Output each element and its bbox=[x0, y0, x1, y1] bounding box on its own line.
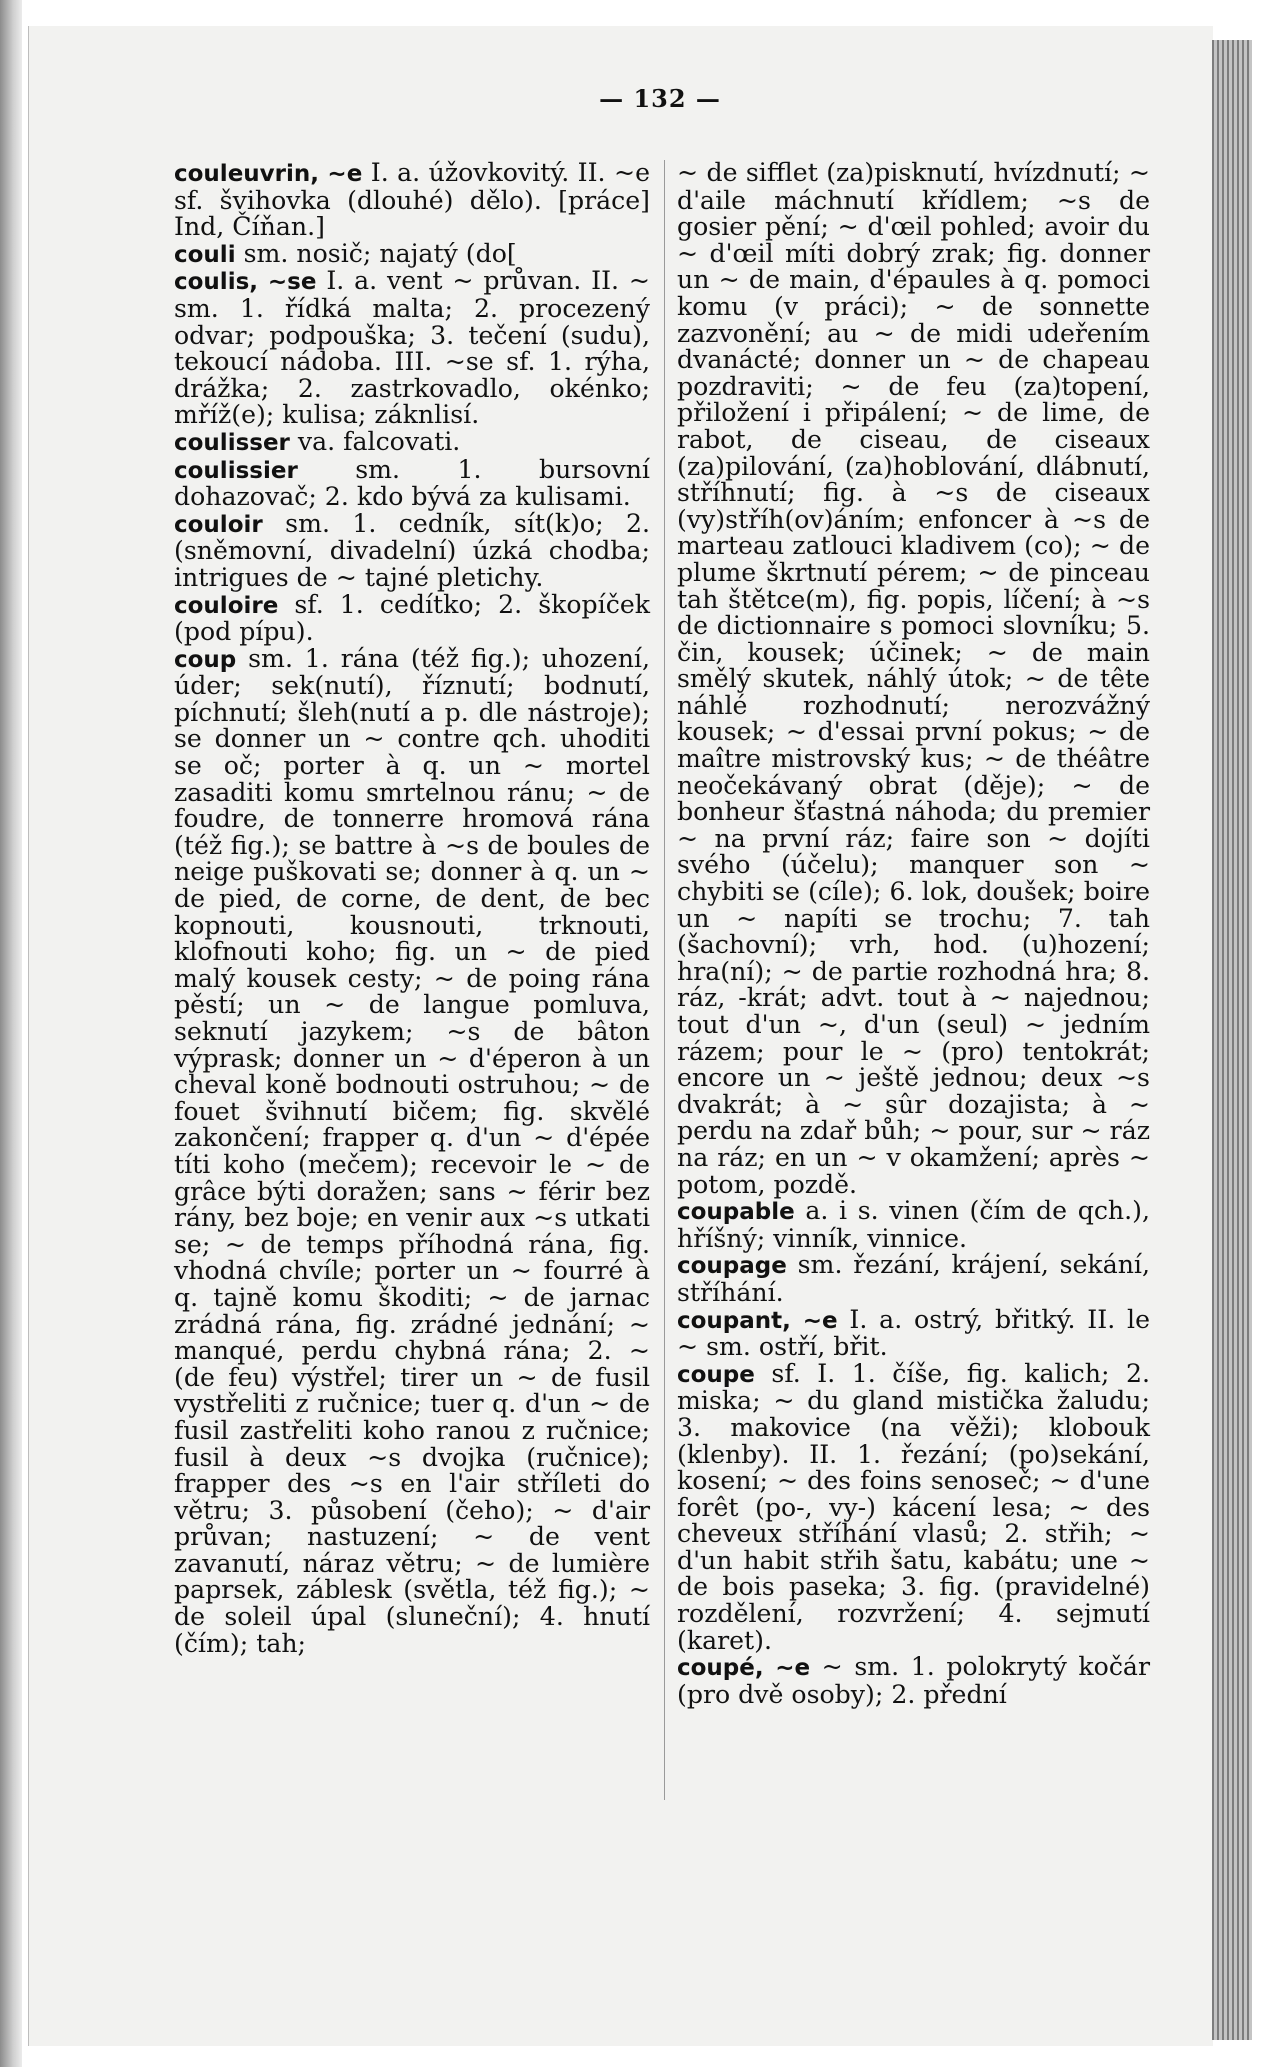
dictionary-entry bbox=[174, 643, 650, 1658]
entry-definition: ~ de sifflet (za)pisknutí, hvízdnutí; ~ d'aile máchnutí křídlem; ~s de gosier pění; ~ d'œil pohled; avoir du ~ d'œil míti dobrý zrak; fig. donner un ~ de main, d'épaules à q. pomoci komu (v práci); ~ de sonnette zazvonění; au ~ de midi udeřením dvanácté; donner un ~ de chapeau pozdraviti; ~ de feu (za)topení, přiložení i připálení; ~ de lime, de rabot, de ciseau, de ciseaux (za)pilování, (za)hoblování, dlábnutí, stříhnutí; fig. à ~s de ciseaux (vy)stříh(ov)áním; enfoncer à ~s de marteau zatlouci kladivem (co); ~ de plume škrtnutí pérem; ~ de pinceau tah štětce(m), fig. popis, líčení; à ~s de dictionnaire s pomoci slovníku; 5. čin, kousek; účinek; ~ de main smělý skutek, náhlý útok; ~ de tête náhlé rozhodnutí; nerozvážný kousek; ~ d'essai první pokus; ~ de maître mistrovský kus; ~ de théâtre neočekávaný obrat (děje); ~ de bonheur šťastná náhoda; du premier ~ na první ráz; faire son ~ dojíti svého (účelu); manquer son ~ chybiti se (cíle); 6. lok, doušek; boire un ~ napíti se trochu; 7. tah (šachovní); vrh, hod. (u)hození; hra(ní); ~ de partie rozhodná hra; 8. ráz, -krát; advt. tout à ~ najednou; tout d'un ~, d'un (seul) ~ jedním rázem; pour le ~ (pro) tentokrát; encore un ~ ještě jednou; deux ~s dvakrát; à ~ sûr dozajista; à ~ perdu na zdař bůh; ~ pour, sur ~ ráz na ráz; en un ~ v okamžení; après ~ potom, pozdě. bbox=[677, 158, 1150, 1199]
entry-definition: I. a. úžovkovitý. II. ~e sf. švihovka (dlouhé) dělo). [práce] Ind, Číňan.] bbox=[174, 158, 650, 242]
right-column bbox=[677, 160, 1150, 1708]
entry-headword: coupage bbox=[677, 1253, 787, 1280]
dictionary-entry bbox=[174, 589, 650, 647]
dictionary-entry bbox=[677, 160, 1150, 1198]
dictionary-entry bbox=[174, 238, 650, 269]
dictionary-entry bbox=[174, 160, 650, 241]
entry-headword: couli bbox=[174, 241, 236, 268]
background-margin bbox=[1252, 0, 1277, 2067]
dictionary-entry bbox=[677, 1304, 1150, 1362]
entry-definition: sm. řezání, krájení, sekání, stříhání. bbox=[677, 1250, 1150, 1307]
entry-headword: coulis, ~se bbox=[174, 269, 317, 296]
entry-headword: coupant, ~e bbox=[677, 1307, 838, 1334]
dictionary-entry bbox=[677, 1654, 1150, 1708]
entry-headword: coupable bbox=[677, 1199, 795, 1226]
dictionary-entry bbox=[174, 426, 650, 457]
entry-headword: coupe bbox=[677, 1361, 755, 1388]
entry-headword: coulissier bbox=[174, 457, 298, 484]
entry-definition: sm. 1. rána (též fig.); uhození, úder; sek(nutí), říznutí; bodnutí, píchnutí; šleh(nutí a p. dle nástroje); se donner un ~ contre qch. uhoditi se oč; porter à q. un ~ mortel zasaditi komu smrtelnou ránu; ~ de foudre, de tonnerre hromová rána (též fig.); se battre à ~s de boules de neige puškovati se; donner à q. un ~ de pied, de corne, de dent, de bec kopnouti, kousnouti, trknouti, klofnouti koho; fig. un ~ de pied malý kousek cesty; ~ de poing rána pěstí; un ~ de langue pomluva, seknutí jazykem; ~s de bâton výprask; donner un ~ d'éperon à un cheval koně bodnouti ostruhou; ~ de fouet švihnutí bičem; fig. skvělé zakončení; frapper q. d'un ~ d'épée títi koho (mečem); recevoir le ~ de grâce býti doražen; sans ~ férir bez rány, bez boje; en venir aux ~s utkati se; ~ de temps příhodná rána, fig. vhodná chvíle; porter un ~ fourré à q. tajně komu škoditi; ~ de jarnac zrádná rána, fig. zrádné jednání; ~ manqué, perdu chybná rána; 2. ~ (de feu) výstřel; tirer un ~ de fusil vystřeliti z ručnice; tuer q. d'un ~ de fusil zastřeliti koho ranou z ručnice; fusil à deux ~s dvojka (ručnice); frapper des ~s en l'air stříleti do větru; 3. působení (čeho); ~ d'air průvan; nastuzení; ~ de vent zavanutí, náraz větru; ~ de lumière paprsek, záblesk (světla, též fig.); ~ de soleil úpal (sluneční); 4. hnutí (čím); tah; bbox=[174, 643, 650, 1658]
entry-definition: sm. 1. bursovní dohazovač; 2. kdo bývá za kulisami. bbox=[174, 454, 650, 512]
entry-definition: sm. 1. cedník, sít(k)o; 2. (sněmovní, divadelní) úzká chodba; intrigues de ~ tajné pletichy. bbox=[174, 508, 650, 592]
entry-definition: sm. nosič; najatý (do[ bbox=[235, 238, 517, 268]
book-spine-shadow bbox=[0, 0, 22, 2067]
entry-headword: coulisser bbox=[174, 429, 290, 456]
entry-definition: sf. I. 1. číše, fig. kalich; 2. miska; ~ du gland mistička žaludu; 3. makovice (na věži); klobouk (klenby). II. 1. řezání; (po)sekání, kosení; ~ des foins senoseč; ~ d'une forêt (po-, vy-) kácení lesa; ~ des cheveux stříhání vlasů; 2. střih; ~ d'un habit střih šatu, kabátu; une ~ de bois paseka; 3. fig. (pravidelné) rozdělení, rozvržení; 4. sejmutí (karet). bbox=[677, 1358, 1150, 1655]
dictionary-entry bbox=[677, 1358, 1150, 1655]
entry-headword: couloire bbox=[174, 592, 279, 619]
entry-headword: couleuvrin, ~e bbox=[174, 161, 363, 187]
entry-headword: couloir bbox=[174, 511, 263, 538]
dictionary-entry bbox=[174, 454, 650, 512]
page-edge-stack bbox=[1212, 40, 1252, 2040]
entry-definition: ~ sm. 1. polokrytý kočár (pro dvě osoby); 2. přední bbox=[677, 1652, 1150, 1709]
dictionary-entry bbox=[677, 1198, 1150, 1252]
dictionary-entry bbox=[677, 1252, 1150, 1306]
entry-headword: coupé, ~e bbox=[677, 1655, 811, 1682]
dictionary-entry bbox=[174, 508, 650, 592]
column-divider bbox=[664, 160, 665, 1800]
page-number: — 132 — bbox=[599, 84, 721, 113]
dictionary-entry bbox=[174, 268, 650, 429]
entry-definition: va. falcovati. bbox=[289, 426, 461, 456]
entry-definition: sf. 1. cedítko; 2. škopíček (pod pípu). bbox=[174, 589, 650, 647]
entry-definition: I. a. ostrý, břitký. II. le ~ sm. ostří, břit. bbox=[677, 1304, 1150, 1362]
entry-headword: coup bbox=[174, 646, 237, 673]
left-column bbox=[174, 160, 650, 1657]
entry-definition: a. i s. vinen (čím de qch.), hříšný; vinník, vinnice. bbox=[677, 1196, 1150, 1253]
entry-definition: I. a. vent ~ průvan. II. ~ sm. 1. řídká malta; 2. procezený odvar; podpouška; 3. tečení (sudu), tekoucí nádoba. III. ~se sf. 1. rýha, drážka; 2. zastrkovadlo, okénko; mříž(e); kulisa; záknlisí. bbox=[174, 266, 650, 430]
